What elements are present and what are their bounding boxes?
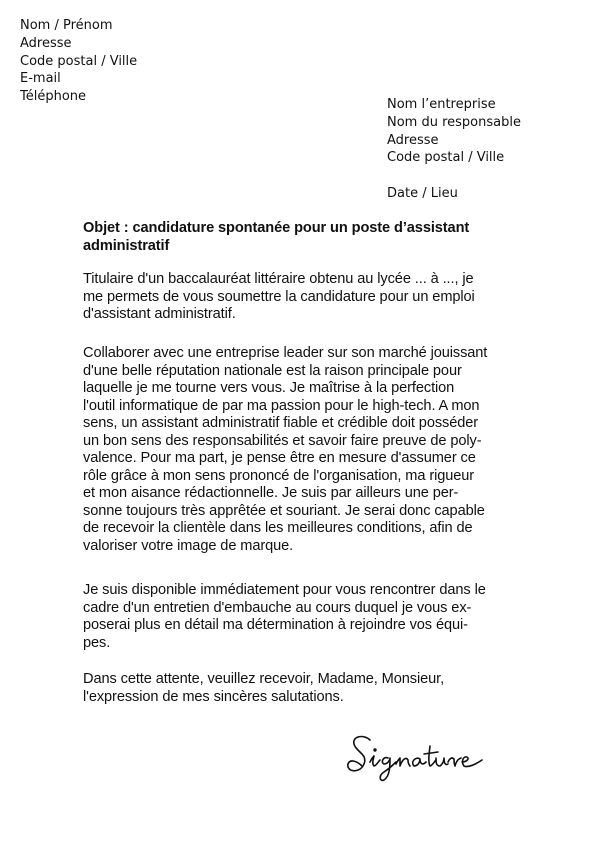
paragraph-line: Titulaire d'un baccalauréat littéraire obtenu au lycée ... à ..., je	[83, 271, 474, 287]
paragraph-motivation	[83, 345, 523, 555]
sender-address: Adresse	[20, 35, 72, 51]
date-place: Date / Lieu	[387, 186, 458, 201]
paragraph-line: d'une belle réputation nationale est la raison principale pour	[83, 362, 462, 379]
sender-postal-city: Code postal / Ville	[20, 53, 138, 69]
paragraph-line: me permets de vous soumettre la candidature pour un emploi	[83, 288, 475, 305]
paragraph-line: laquelle je me tourne vers vous. Je maîtrise à la perfection	[83, 380, 455, 396]
paragraph-line: valence. Pour ma part, je pense être en mesure d'assumer ce	[83, 450, 476, 466]
recipient-company: Nom l’entreprise	[387, 97, 496, 112]
sender-email: E-mail	[20, 71, 61, 87]
paragraph-line: Je suis disponible immédiatement pour vous rencontrer dans le	[83, 582, 486, 598]
paragraph-line: Dans cette attente, veuillez recevoir, Madame, Monsieur,	[83, 671, 445, 687]
paragraph-line: cadre d'un entretien d'embauche au cours duquel je vous ex-	[83, 599, 472, 616]
recipient-address: Adresse	[387, 132, 439, 148]
paragraph-line: sonne toujours très apprêtée et souriant. Je serai donc capable	[83, 502, 485, 519]
sender-name: Nom / Prénom	[20, 18, 113, 33]
paragraph-introduction	[83, 271, 523, 324]
paragraph-line: un bon sens des responsabilités et savoir faire preuve de poly-	[83, 432, 482, 449]
sender-block	[20, 17, 137, 106]
subject-line	[83, 220, 523, 255]
subject-line-text: Objet : candidature spontanée pour un poste d’assistant	[83, 220, 470, 236]
recipient-block	[387, 96, 521, 167]
handwritten-signature	[340, 728, 490, 788]
paragraph-line: rôle grâce à mon sens prononcé de l'organisation, ma rigueur	[83, 467, 475, 484]
paragraph-closing	[83, 671, 523, 706]
paragraph-line: valoriser votre image de marque.	[83, 537, 294, 554]
subject-line-text: administratif	[83, 237, 170, 254]
paragraph-line: et mon aisance rédactionnelle. Je suis par ailleurs une per-	[83, 485, 459, 501]
paragraph-line: de recevoir la clientèle dans les meilleures conditions, afin de	[83, 520, 473, 536]
paragraph-line: sens, un assistant administratif fiable et crédible doit posséder	[83, 415, 479, 431]
paragraph-line: l'expression de mes sincères salutations.	[83, 688, 344, 705]
paragraph-line: pes.	[83, 634, 111, 651]
paragraph-availability	[83, 582, 523, 652]
paragraph-line: d'assistant administratif.	[83, 306, 236, 322]
sender-phone: Téléphone	[20, 89, 87, 105]
recipient-manager: Nom du responsable	[387, 114, 521, 130]
recipient-postal-city: Code postal / Ville	[387, 150, 505, 166]
paragraph-line: l'outil informatique de par ma passion pour le high-tech. A mon	[83, 397, 480, 414]
paragraph-line: Collaborer avec une entreprise leader sur son marché jouissant	[83, 345, 488, 361]
paragraph-line: poserai plus en détail ma détermination à rejoindre vos équi-	[83, 617, 468, 633]
